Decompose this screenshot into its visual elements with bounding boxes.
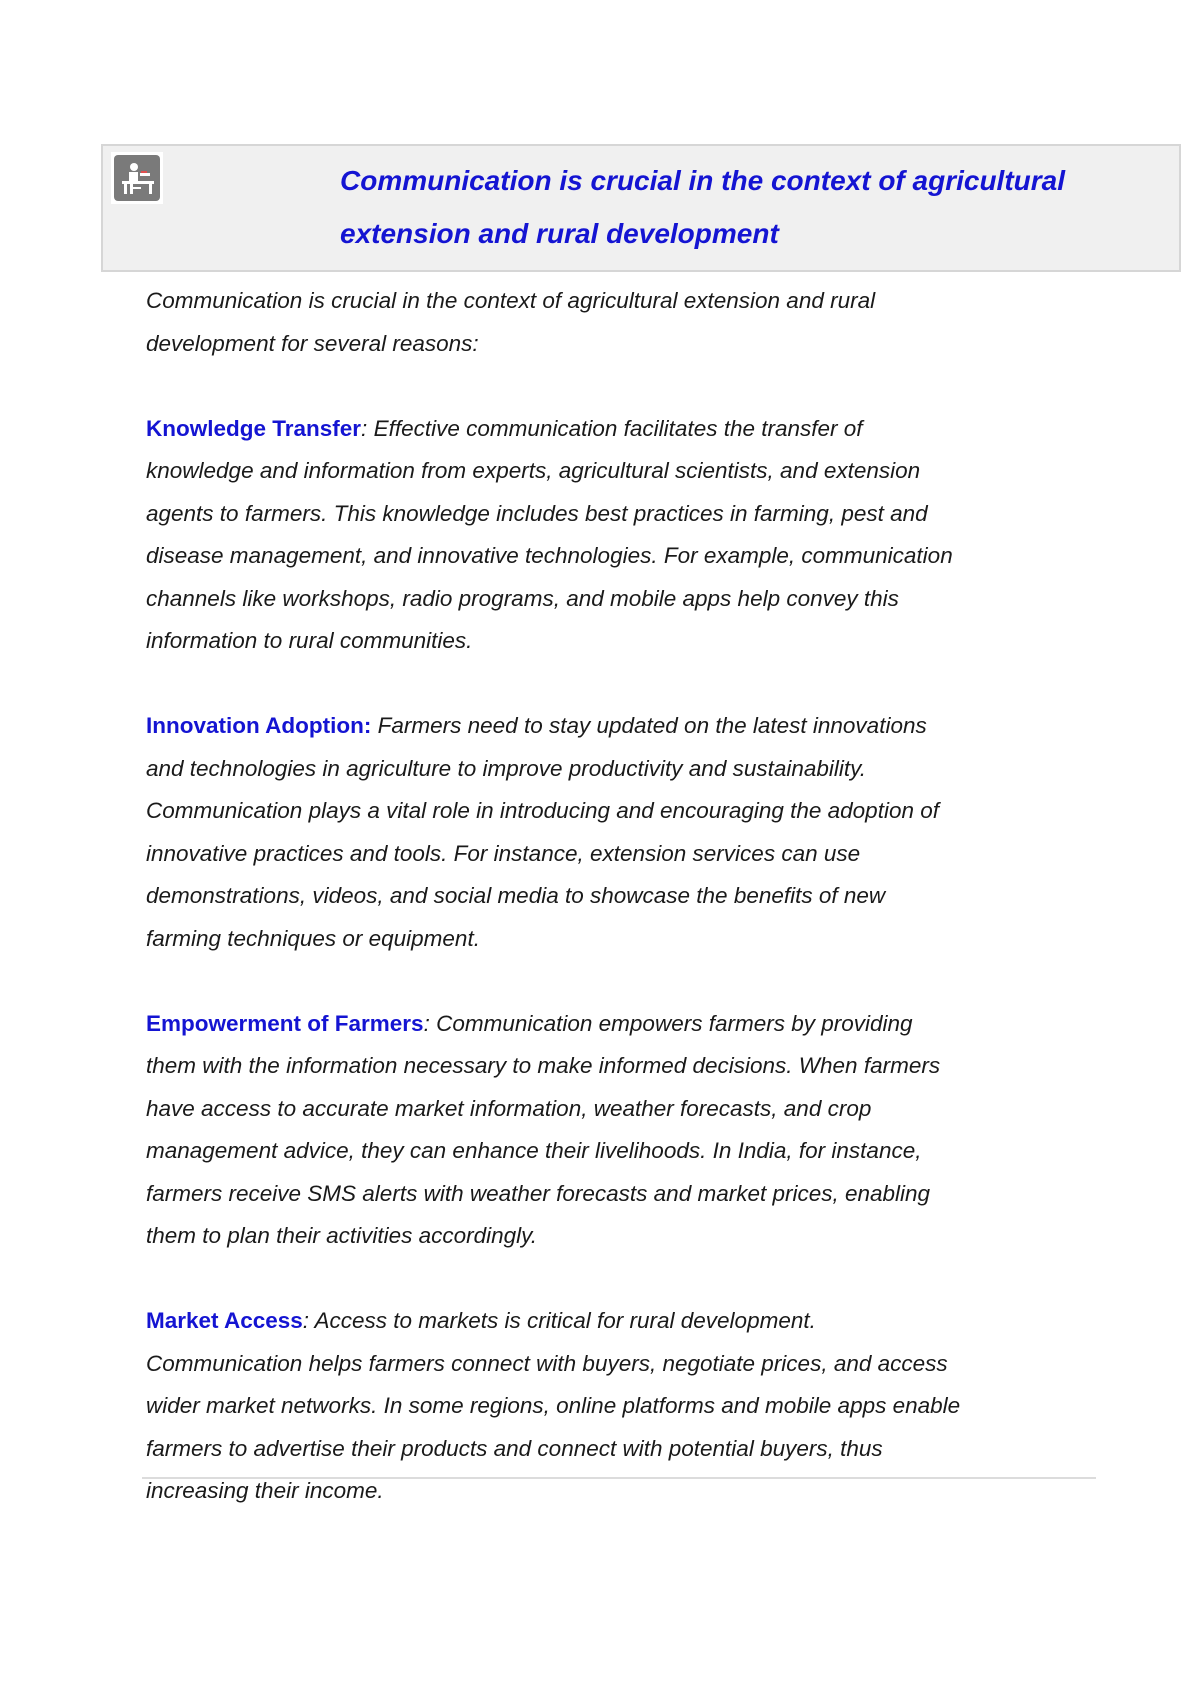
page-title: Communication is crucial in the context of agricultural extension and rural development	[340, 165, 1066, 249]
section-separator: :	[423, 1010, 437, 1036]
section-term: Innovation Adoption:	[146, 713, 372, 738]
section-header	[101, 144, 1181, 272]
section-term: Knowledge Transfer	[146, 415, 362, 441]
section-body: Access to markets is critical for rural development. Communication helps farmers connect with buyers, negotiate prices, and access wider market networks. In some regions, online platforms and mobile apps enable farmers to advertise their products and connect with potential buyers, thus increasing their income.	[146, 1308, 961, 1503]
page-divider	[142, 1477, 1096, 1479]
section-paragraph	[146, 1003, 966, 1258]
section-body: Communication empowers farmers by providing them with the information necessary to make informed decisions. When farmers have access to accurate market information, weather forecasts, and crop management advice, they can enhance their livelihoods. In India, for instance, farmers receive SMS alerts with weather forecasts and market prices, enabling them to plan their activities accordingly.	[146, 1010, 941, 1248]
section-term: Empowerment of Farmers	[146, 1010, 424, 1036]
person-at-desk-icon	[111, 152, 163, 204]
section-body: Effective communication facilitates the transfer of knowledge and information from experts, agricultural scientists, and extension agents to farmers. This knowledge includes best practices in farming, pest and disease management, and innovative technologies. For example, communication channels like workshops, radio programs, and mobile apps help convey this information to rural communities.	[146, 415, 953, 653]
section-body: Farmers need to stay updated on the latest innovations and technologies in agriculture to improve productivity and sustainability. Communication plays a vital role in introducing and encouraging the adoption of innovative practices and tools. For instance, extension services can use demonstrations, videos, and social media to showcase the benefits of new farming techniques or equipment.	[146, 713, 939, 951]
section-paragraph	[146, 408, 966, 663]
section-paragraph	[146, 1300, 966, 1513]
intro-paragraph: Communication is crucial in the context of agricultural extension and rural development for several reasons:	[146, 288, 876, 356]
section-separator: :	[361, 415, 374, 441]
document-body	[146, 280, 966, 1555]
section-separator: :	[302, 1308, 315, 1333]
section-paragraph	[146, 705, 966, 960]
section-term: Market Access	[146, 1308, 303, 1333]
